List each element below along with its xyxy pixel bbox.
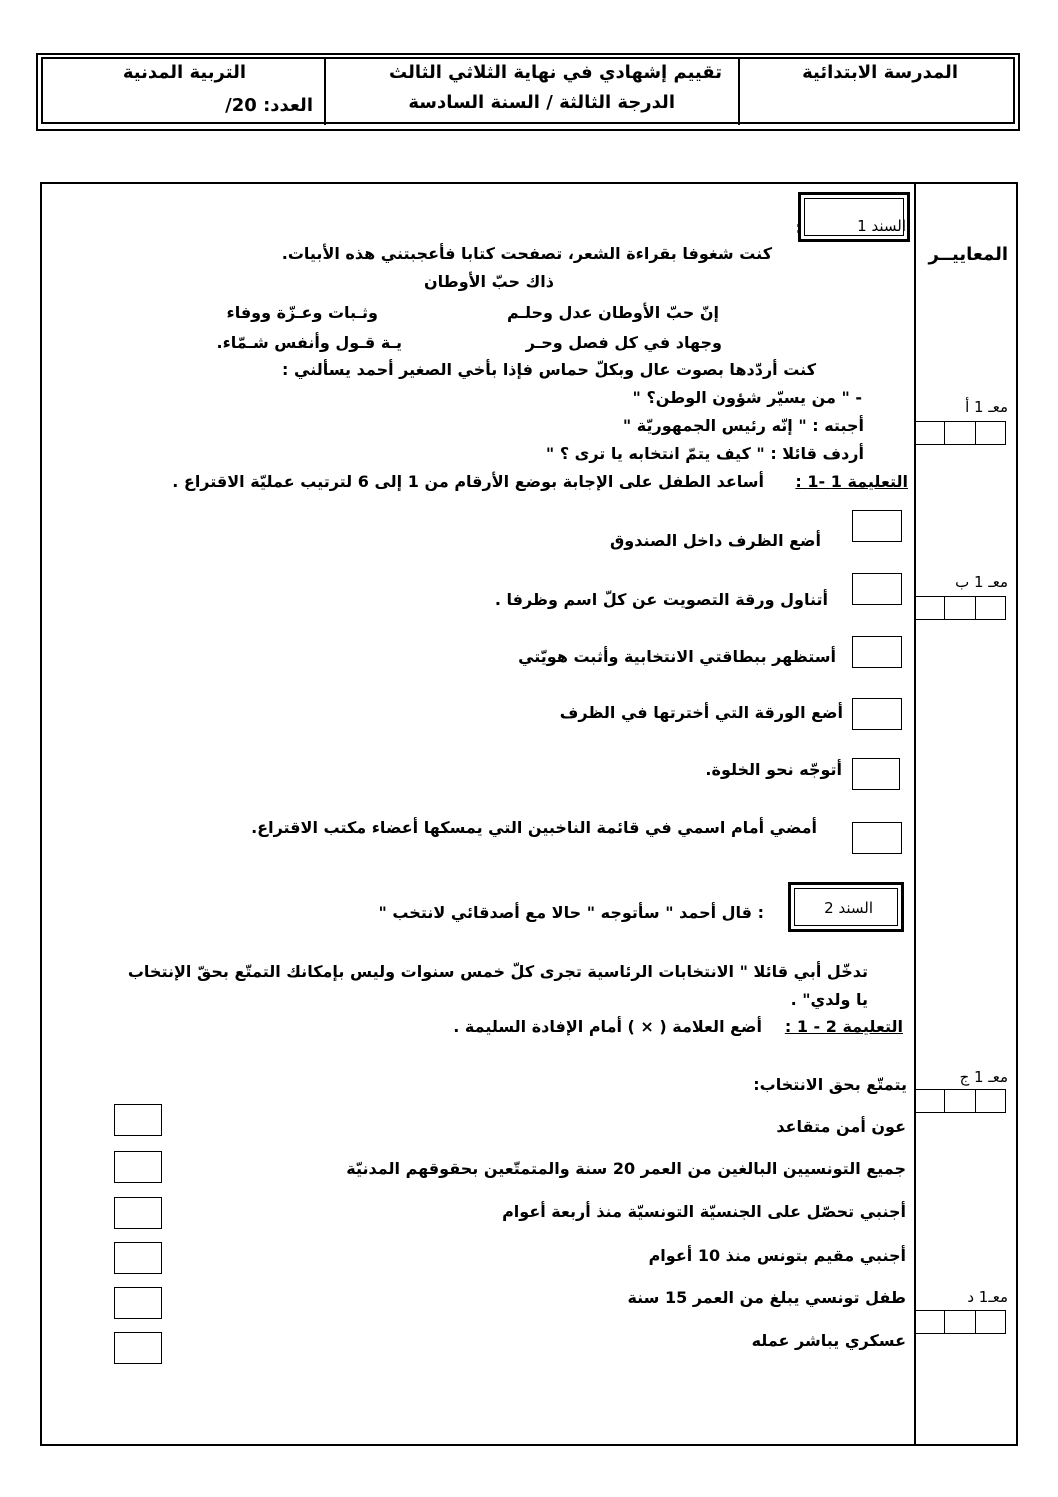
criteria-title: المعاييــر (928, 244, 1008, 265)
step2-answer-box[interactable] (852, 573, 902, 605)
option6-checkbox[interactable] (114, 1332, 162, 1364)
option4-checkbox[interactable] (114, 1242, 162, 1274)
criteria-1d-label: معـ1 د (967, 1288, 1008, 1306)
doc1-line-c: أجبته : " إنّه رئيس الجمهوريّة " (622, 416, 864, 435)
verse2-right: وجهاد في كل فصل وحـر (525, 333, 722, 352)
poem-title: ذاك حبّ الأوطان (423, 272, 554, 291)
subject-name: التربية المدنية (122, 62, 246, 83)
score-label: العدد: 20/ (225, 95, 313, 116)
criteria-1a-label: معـ 1 أ (965, 398, 1008, 416)
task2-label: التعليمة 2 - 1 : (784, 1017, 903, 1036)
doc1-line-d: أردف قائلا : " كيف يتمّ انتخابه يا ترى ؟ " (545, 444, 864, 463)
doc1-intro: كنت شغوفا بقراءة الشعر، تصفحت كتابا فأعجبتني هذه الأبيات. (281, 244, 772, 263)
doc1-colon: : (795, 218, 802, 237)
task1-instruction: أساعد الطفل على الإجابة بوضع الأرقام من 1 إلى 6 لترتيب عمليّة الاقتراع . (172, 472, 764, 491)
step4-answer-box[interactable] (852, 698, 902, 730)
step6-answer-box[interactable] (852, 822, 902, 854)
option5-text: طفل تونسي يبلغ من العمر 15 سنة (627, 1288, 906, 1307)
exam-title: تقييم إشهادي في نهاية الثلاثي الثالث (389, 62, 722, 83)
option2-text: جميع التونسيين البالغين من العمر 20 سنة والمتمتّعين بحقوقهم المدنيّة (346, 1159, 906, 1178)
criteria-1b-label: معـ 1 ب (955, 573, 1008, 591)
step5-text: أتوجّه نحو الخلوة. (705, 760, 842, 779)
criteria-1d-score-grid (914, 1310, 1006, 1334)
doc2-label: السند 2 (824, 899, 873, 917)
school-name: المدرسة الابتدائية (802, 62, 958, 83)
doc1-line-a: كنت أردّدها بصوت عال وبكلّ حماس فإذا بأخي الصغير أحمد يسألني : (282, 360, 816, 379)
step6-text: أمضي أمام اسمي في قائمة الناخبين التي يمسكها أعضاء مكتب الاقتراع. (251, 818, 817, 837)
option6-text: عسكري يباشر عمله (751, 1331, 906, 1350)
criteria-1a-score-grid (914, 421, 1006, 445)
task1-label: التعليمة 1 -1 : (795, 472, 908, 491)
doc1-line-b: - " من يسيّر شؤون الوطن؟ " (632, 388, 862, 407)
criteria-1b-score-grid (914, 596, 1006, 620)
doc2-para1: تدخّل أبي قائلا " الانتخابات الرئاسية تجرى كلّ خمس سنوات وليس بإمكانك التمتّع بحقّ الإنتخاب (127, 962, 868, 981)
doc2-text: : قال أحمد " سأتوجه " حالا مع أصدقائي لانتخب " (378, 903, 764, 922)
step1-answer-box[interactable] (852, 510, 902, 542)
option2-checkbox[interactable] (114, 1151, 162, 1183)
doc1-label: السند 1 (857, 217, 906, 235)
task2-instruction: أضع العلامة ( × ) أمام الإفادة السليمة . (453, 1017, 762, 1036)
verse1-right: إنّ حبّ الأوطان عدل وحلـم (506, 303, 719, 322)
option4-text: أجنبي مقيم بتونس منذ 10 أعوام (648, 1246, 906, 1265)
step5-answer-box[interactable] (852, 758, 900, 790)
step1-text: أضع الظرف داخل الصندوق (610, 531, 821, 550)
option3-text: أجنبي تحصّل على الجنسيّة التونسيّة منذ أربعة أعوام (502, 1202, 906, 1221)
verse2-left: يـة قـول وأنفس شـمّاء. (216, 333, 402, 352)
criteria-1c-score-grid (914, 1089, 1006, 1113)
option3-checkbox[interactable] (114, 1197, 162, 1229)
criteria-divider (914, 182, 916, 1446)
step4-text: أضع الورقة التي أخترتها في الظرف (559, 703, 843, 722)
grade-level: الدرجة الثالثة / السنة السادسة (408, 92, 675, 113)
step3-text: أستظهر ببطاقتي الانتخابية وأثبت هويّتي (518, 647, 836, 666)
doc2-para2: يا ولدي" . (790, 990, 868, 1009)
option5-checkbox[interactable] (114, 1287, 162, 1319)
verse1-left: وثـبات وعـزّة ووفاء (226, 303, 378, 322)
task2-heading: يتمتّع بحق الانتخاب: (753, 1075, 907, 1094)
step3-answer-box[interactable] (852, 636, 902, 668)
step2-text: أتناول ورقة التصويت عن كلّ اسم وظرفا . (494, 590, 828, 609)
option1-checkbox[interactable] (114, 1104, 162, 1136)
criteria-1c-label: معـ 1 ج (959, 1068, 1008, 1086)
option1-text: عون أمن متقاعد (776, 1117, 906, 1136)
